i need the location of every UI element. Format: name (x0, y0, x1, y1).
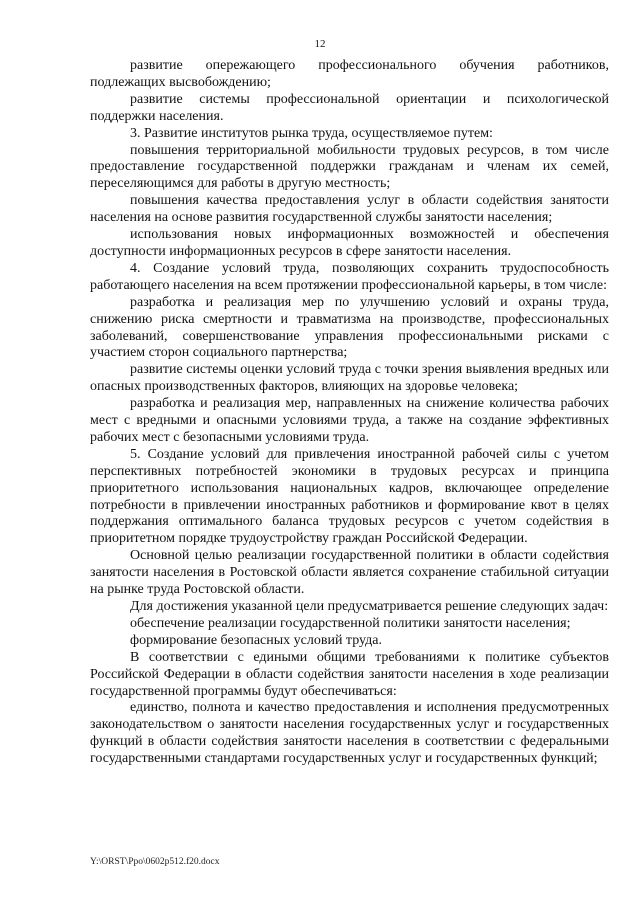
paragraph-12: Основной целью реализации государственной политики в области содействия занятости населения в Ростовской области является сохранение стабильной ситуации на рынке труда Ростовской области. (90, 548, 609, 598)
page-number: 12 (314, 38, 326, 50)
paragraph-5: повышения качества предоставления услуг в области содействия занятости населения на основе развития государственной службы занятости населения; (90, 193, 609, 226)
paragraph-6: использования новых информационных возможностей и обеспечения доступности информационных ресурсов в сфере занятости населения. (90, 227, 609, 259)
paragraph-15: формирование безопасных условий труда. (130, 632, 382, 648)
paragraph-7: 4. Создание условий труда, позволяющих сохранить трудоспособность работающего населения на всем протяжении профессиональной карьеры, в том числе: (90, 260, 609, 293)
paragraph-8: разработка и реализация мер по улучшению условий и охраны труда, снижению риска смертности и травматизма на производстве, профессиональных заболеваний, совершенствование управления профессиональными рисками с участием сторон социального партнерства; (90, 294, 609, 361)
paragraph-11: 5. Создание условий для привлечения иностранной рабочей силы с учетом перспективных потребностей экономики в трудовых ресурсах и принципа приоритетного использования национальных кадров, включающее определение потребности в привлечении иностранных работников и формирование квот в целях поддержания оптимального баланса трудовых ресурсов с учетом содействия в приоритетном порядке трудоустройству граждан Российской Федерации. (90, 446, 609, 547)
paragraph-2: развитие системы профессиональной ориентации и психологической поддержки населения. (90, 91, 609, 124)
paragraph-13: Для достижения указанной цели предусматривается решение следующих задач: (130, 599, 609, 614)
footer-file-path: Y:\ORST\Ppo\0602p512.f20.docx (90, 857, 220, 867)
paragraph-16: В соответствии с едиными общими требованиями к политике субъектов Российской Федерации в области содействия занятости населения в ходе реализации государственной программы будут обеспечиваться: (90, 649, 609, 699)
paragraph-1: развитие опережающего профессионального обучения работников, подлежащих высвобождению; (90, 58, 609, 90)
paragraph-9: развитие системы оценки условий труда с точки зрения выявления вредных или опасных производственных факторов, влияющих на здоровье человека; (90, 362, 609, 395)
paragraph-14: обеспечение реализации государственной политики занятости населения; (130, 615, 571, 631)
paragraph-3: 3. Развитие институтов рынка труда, осуществляемое путем: (130, 125, 493, 141)
document-body (90, 58, 609, 768)
paragraph-4: повышения территориальной мобильности трудовых ресурсов, в том числе предоставление государственной поддержки гражданам и членам их семей, переселяющимся для работы в другую местность; (90, 142, 609, 192)
paragraph-10: разработка и реализация мер, направленных на снижение количества рабочих мест с вредными и опасными условиями труда, а также на создание эффективных рабочих мест с безопасными условиями труда. (90, 396, 609, 445)
paragraph-17: единство, полнота и качество предоставления и исполнения предусмотренных законодательством о занятости населения государственных услуг и государственных функций в области содействия занятости населения в соответствии с федеральными государственными стандартами государственных услуг и государственных функций; (90, 700, 609, 767)
